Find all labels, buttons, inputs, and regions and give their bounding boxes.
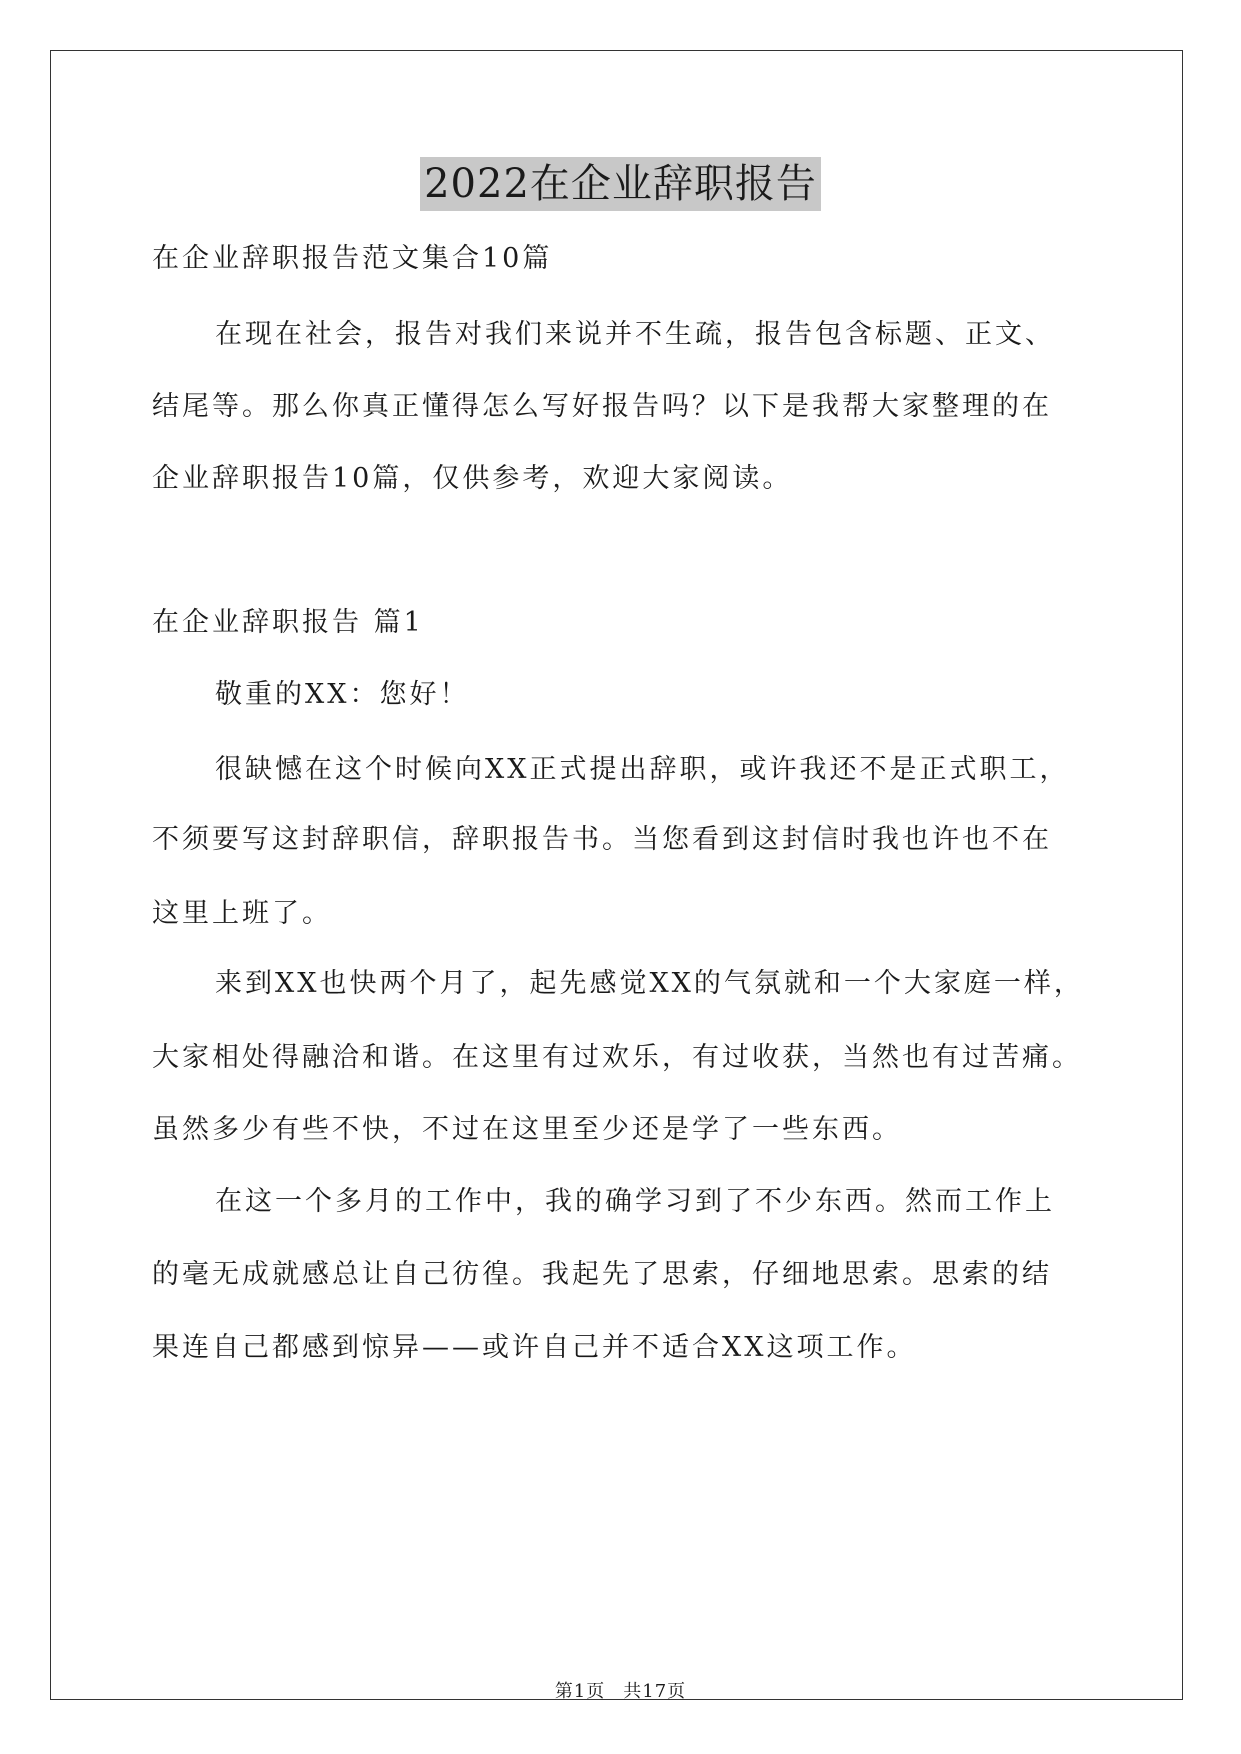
page-border [50, 50, 1183, 1700]
body-line: 的毫无成就感总让自己彷徨。我起先了思索，仔细地思索。思索的结 [152, 1259, 1052, 1290]
page-number: 第1页 [554, 1681, 606, 1702]
body-line: 大家相处得融洽和谐。在这里有过欢乐，有过收获，当然也有过苦痛。 [152, 1042, 1082, 1073]
body-line: 在这一个多月的工作中，我的确学习到了不少东西。然而工作上 [215, 1186, 1055, 1217]
section-heading: 在企业辞职报告 篇1 [152, 607, 424, 638]
page-footer [0, 1680, 1241, 1704]
intro-line: 在现在社会，报告对我们来说并不生疏，报告包含标题、正文、 [215, 319, 1055, 350]
document-title: 2022在企业辞职报告 [420, 157, 821, 211]
body-line: 这里上班了。 [152, 898, 332, 929]
body-line: 虽然多少有些不快，不过在这里至少还是学了一些东西。 [152, 1114, 902, 1145]
body-line: 来到XX也快两个月了，起先感觉XX的气氛就和一个大家庭一样， [215, 968, 1084, 999]
body-line: 很缺憾在这个时候向XX正式提出辞职，或许我还不是正式职工， [215, 754, 1070, 785]
title-container [0, 157, 1241, 211]
intro-line: 企业辞职报告10篇，仅供参考，欢迎大家阅读。 [152, 463, 793, 494]
page-total: 共17页 [623, 1681, 687, 1702]
body-line: 果连自己都感到惊异——或许自己并不适合XX这项工作。 [152, 1332, 917, 1363]
letter-greeting: 敬重的XX：您好！ [215, 679, 470, 710]
intro-line: 结尾等。那么你真正懂得怎么写好报告吗？以下是我帮大家整理的在 [152, 391, 1052, 422]
document-subtitle: 在企业辞职报告范文集合10篇 [152, 243, 553, 274]
body-line: 不须要写这封辞职信，辞职报告书。当您看到这封信时我也许也不在 [152, 824, 1052, 855]
